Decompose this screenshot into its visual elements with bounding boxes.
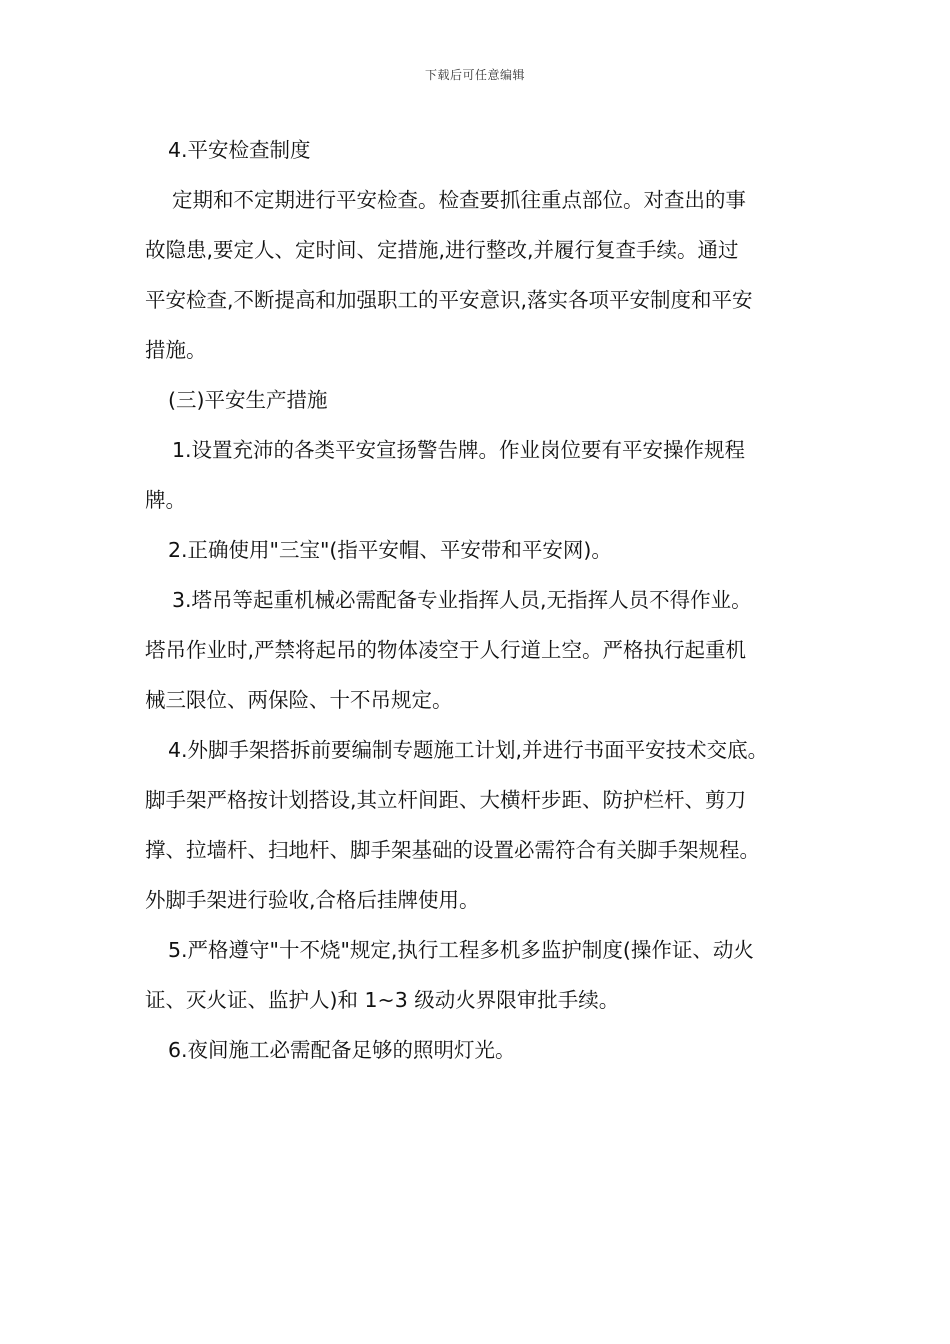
paragraph-line: 定期和不定期进行平安检查。检查要抓往重点部位。对查出的事	[172, 188, 746, 212]
paragraph-line: 措施。	[145, 338, 207, 362]
list-item-line: 3.塔吊等起重机械必需配备专业指挥人员,无指挥人员不得作业。	[172, 588, 752, 612]
list-item-line: 撑、拉墙杆、扫地杆、脚手架基础的设置必需符合有关脚手架规程。	[145, 838, 760, 862]
paragraph-line: 故隐患,要定人、定时间、定措施,进行整改,并履行复查手续。通过	[145, 238, 739, 262]
list-item-line: 证、灭火证、监护人)和 1~3 级动火界限审批手续。	[145, 988, 620, 1012]
list-item-line: 1.设置充沛的各类平安宣扬警告牌。作业岗位要有平安操作规程	[172, 438, 746, 462]
list-item-line: 4.外脚手架搭拆前要编制专题施工计划,并进行书面平安技术交底。	[168, 738, 769, 762]
page-header: 下载后可任意编辑	[424, 68, 525, 82]
list-item-line: 2.正确使用"三宝"(指平安帽、平安带和平安网)。	[168, 538, 612, 562]
list-item-line: 牌。	[145, 488, 186, 512]
list-item-line: 外脚手架进行验收,合格后挂牌使用。	[145, 888, 480, 912]
list-item-line: 脚手架严格按计划搭设,其立杆间距、大横杆步距、防护栏杆、剪刀	[145, 788, 747, 812]
section-heading-safety-inspection: 4.平安检查制度	[168, 138, 311, 162]
paragraph-line: 平安检查,不断提高和加强职工的平安意识,落实各项平安制度和平安	[145, 288, 753, 312]
section-heading-safety-measures: (三)平安生产措施	[168, 388, 328, 412]
list-item-line: 塔吊作业时,严禁将起吊的物体凌空于人行道上空。严格执行起重机	[145, 638, 747, 662]
list-item-line: 械三限位、两保险、十不吊规定。	[145, 688, 453, 712]
list-item-line: 5.严格遵守"十不烧"规定,执行工程多机多监护制度(操作证、动火	[168, 938, 754, 962]
list-item-line: 6.夜间施工必需配备足够的照明灯光。	[168, 1038, 516, 1062]
